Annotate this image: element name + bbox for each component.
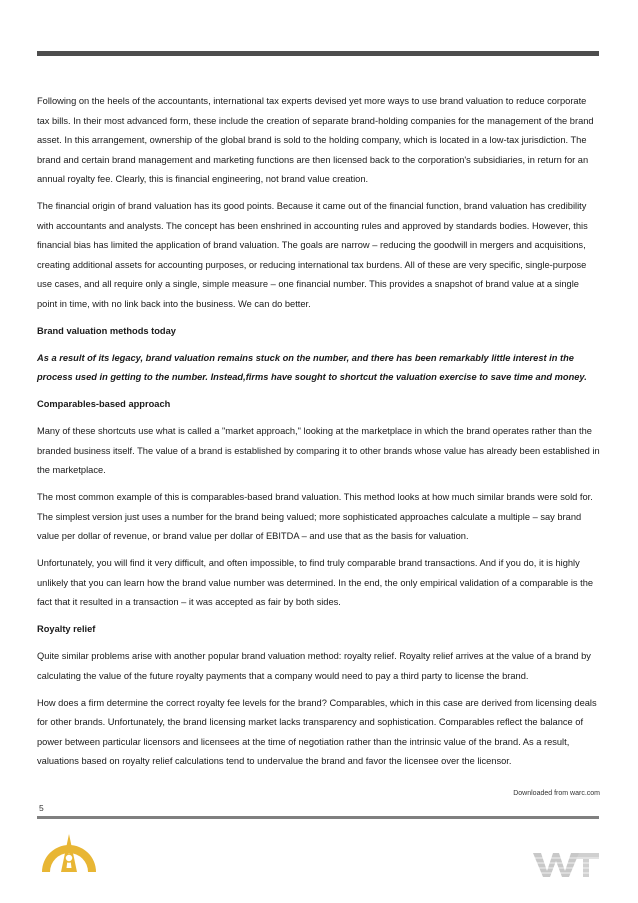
top-rule [37,51,599,56]
section-heading: Royalty relief [37,624,96,634]
warc-logo-icon [533,851,599,877]
paragraph: How does a firm determine the correct royalty fee levels for the brand? Comparables, which in this case are derived from licensing deals for other brands. Unfortunately, the brand licensing market lacks transparency and sophistication. Comparables reflect the balance of power between particular licensors and licensees at the time of negotiation rather than the intrinsic value of the brand. As a result, valuations based on royalty relief calculations tend to undervalue the brand and favor the licensee over the licensor. [37,697,597,766]
section-heading: Comparables-based approach [37,399,171,409]
article-body [37,92,600,779]
paragraph: Many of these shortcuts use what is called a "market approach," looking at the marketplace in which the brand operates rather than the branded business itself. The value of a brand is established by comparing it to other brands whose value has already been established in the marketplace. [37,426,600,475]
paragraph: The most common example of this is comparables-based brand valuation. This method looks at how much similar brands were sold for. The simplest version just uses a number for the brand being valued; more sophisticated approaches calculate a multiple – say brand value per dollar of revenue, or brand value per dollar of EBITDA – and use that as the basis for valuation. [37,492,593,541]
paragraph: Following on the heels of the accountants, international tax experts devised yet more ways to use brand valuation to reduce corporate tax bills. In their most advanced form, these include the creation of separate brand-holding companies for the management of the brand asset. In this arrangement, ownership of the global brand is sold to the holding company, which is located in a low-tax jurisdiction. The brand and certain brand management and marketing functions are then licensed back to the corporation's subsidiaries, in return for an annual royalty fee. Clearly, this is financial engineering, not brand value creation. [37,96,594,184]
lead-paragraph: As a result of its legacy, brand valuation remains stuck on the number, and there has been remarkably little interest in the process used in getting to the number. Instead,firms have sought to shortcut the valuation exercise to save time and money. [37,352,587,382]
paragraph: Unfortunately, you will find it very difficult, and often impossible, to find truly comparable brand transactions. And if you do, it is highly unlikely that you can learn how the brand value number was determined. In the end, the only empirical validation of a comparable is the fact that it resulted in a transaction – it was accepted as fair by both sides. [37,558,594,607]
section-heading: Brand valuation methods today [37,325,176,336]
arch-emblem-icon [38,828,100,873]
bottom-rule [37,816,599,819]
paragraph: Quite similar problems arise with another popular brand valuation method: royalty relief. Royalty relief arrives at the value of a brand by calculating the value of the future royalty payments that a company would need to pay a third party to license the brand. [37,651,591,681]
paragraph: The financial origin of brand valuation has its good points. Because it came out of the financial function, brand valuation has credibility with accountants and analysts. The concept has been enshrined in accounting rules and approved by standards bodies. However, this financial bias has limited the application of brand valuation. The goals are narrow – reducing the goodwill in mergers and acquisitions, creating additional assets for accounting purposes, or reducing international tax burdens. All of these are very specific, single-purpose use cases, and all require only a single, simple measure – one financial number. This provides a snapshot of brand value at a single point in time, with no link back into the business. We can do better. [37,201,588,309]
page-number: 5 [39,803,44,813]
source-note: Downloaded from warc.com [513,790,600,797]
